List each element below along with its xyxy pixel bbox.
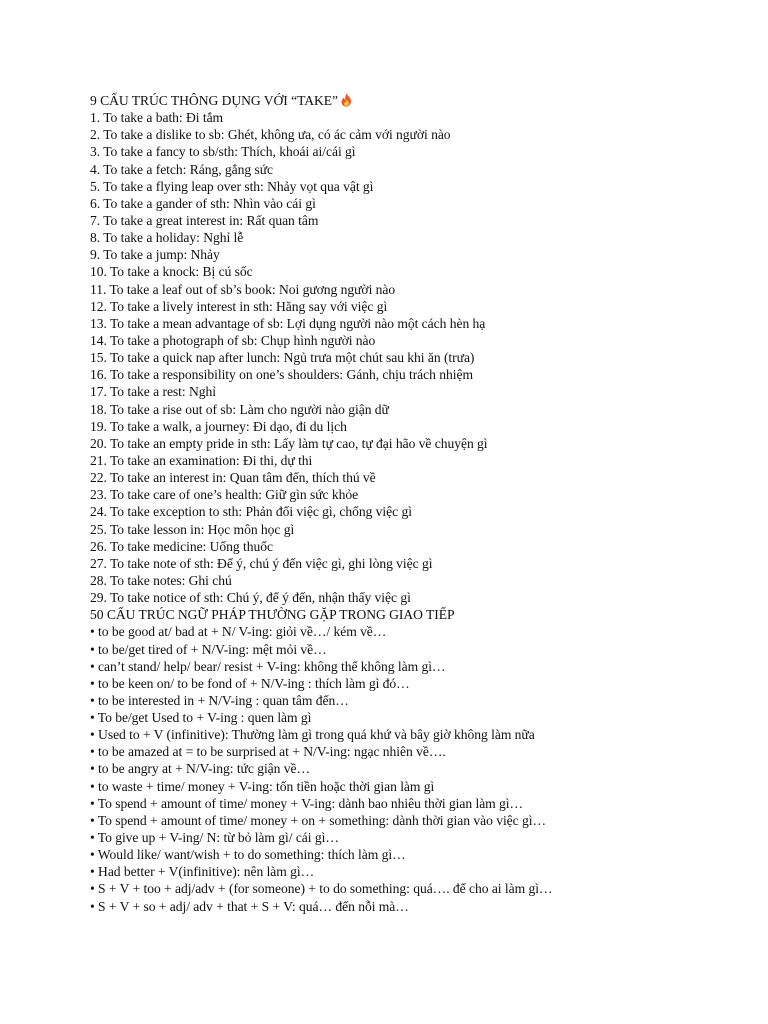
- take-item: 15. To take a quick nap after lunch: Ngủ trưa một chút sau khi ăn (trưa): [90, 350, 475, 366]
- take-item: 21. To take an examination: Đi thi, dự thi: [90, 452, 313, 468]
- grammar-item: • To give up + V-ing/ N: từ bỏ làm gì/ cái gì…: [90, 830, 339, 846]
- section-title-take-text: 9 CẤU TRÚC THÔNG DỤNG VỚI “TAKE”: [90, 93, 339, 108]
- section-title-take: [90, 92, 760, 109]
- document-body: [90, 92, 760, 915]
- take-item: 17. To take a rest: Nghỉ: [90, 384, 216, 400]
- section-title-grammar: 50 CẤU TRÚC NGỮ PHÁP THƯỜNG GẶP TRONG GIAO TIẾP: [90, 607, 455, 623]
- take-item: 29. To take notice of sth: Chú ý, để ý đến, nhận thấy việc gì: [90, 590, 411, 606]
- take-item: 12. To take a lively interest in sth: Hăng say với việc gì: [90, 298, 388, 314]
- take-item: 24. To take exception to sth: Phản đối việc gì, chống việc gì: [90, 504, 412, 520]
- take-item: 5. To take a flying leap over sth: Nhảy vọt qua vật gì: [90, 178, 374, 194]
- grammar-item: • To spend + amount of time/ money + V-ing: dành bao nhiêu thời gian làm gì…: [90, 795, 524, 811]
- take-item: 1. To take a bath: Đi tắm: [90, 110, 224, 126]
- take-item: 11. To take a leaf out of sb’s book: Noi gương người nào: [90, 281, 396, 297]
- take-item: 7. To take a great interest in: Rất quan tâm: [90, 212, 319, 228]
- grammar-item: • To be/get Used to + V-ing : quen làm gì: [90, 710, 312, 726]
- grammar-item: • S + V + so + adj/ adv + that + S + V: quá… đến nỗi mà…: [90, 898, 409, 914]
- grammar-item: • to be keen on/ to be fond of + N/V-ing : thích làm gì đó…: [90, 675, 410, 691]
- grammar-item: • can’t stand/ help/ bear/ resist + V-ing: không thể không làm gì…: [90, 658, 446, 674]
- grammar-item: • Would like/ want/wish + to do something: thích làm gì…: [90, 847, 406, 863]
- grammar-item: • To spend + amount of time/ money + on + something: dành thời gian vào việc gì…: [90, 812, 546, 828]
- take-item: 2. To take a dislike to sb: Ghét, không ưa, có ác cảm với người nào: [90, 127, 451, 143]
- grammar-item: • to be angry at + N/V-ing: tức giận về…: [90, 761, 311, 777]
- take-item: 23. To take care of one’s health: Giữ gìn sức khỏe: [90, 487, 359, 503]
- take-item: 10. To take a knock: Bị cú sốc: [90, 264, 253, 280]
- take-item: 8. To take a holiday: Nghỉ lễ: [90, 230, 244, 246]
- take-item: 4. To take a fetch: Ráng, gắng sức: [90, 161, 274, 177]
- grammar-item: • to be interested in + N/V-ing : quan tâm đến…: [90, 692, 349, 708]
- take-item: 9. To take a jump: Nhảy: [90, 247, 220, 263]
- grammar-item: • to be/get tired of + N/V-ing: mệt mỏi về…: [90, 641, 327, 657]
- take-item: 19. To take a walk, a journey: Đi dạo, đi du lịch: [90, 418, 347, 434]
- take-item: 14. To take a photograph of sb: Chụp hình người nào: [90, 332, 376, 348]
- take-item: 16. To take a responsibility on one’s shoulders: Gánh, chịu trách nhiệm: [90, 367, 473, 383]
- grammar-item: • S + V + too + adj/adv + (for someone) + to do something: quá…. để cho ai làm gì…: [90, 881, 553, 897]
- take-item: 13. To take a mean advantage of sb: Lợi dụng người nào một cách hèn hạ: [90, 315, 486, 331]
- take-item: 6. To take a gander of sth: Nhìn vào cái gì: [90, 195, 316, 211]
- grammar-item: • to waste + time/ money + V-ing: tốn tiền hoặc thời gian làm gì: [90, 778, 435, 794]
- take-item: 27. To take note of sth: Để ý, chú ý đến việc gì, ghi lòng việc gì: [90, 555, 433, 571]
- grammar-item: • to be amazed at = to be surprised at + N/V-ing: ngạc nhiên về….: [90, 744, 446, 760]
- take-item: 28. To take notes: Ghi chú: [90, 572, 232, 588]
- grammar-item: • to be good at/ bad at + N/ V-ing: giỏi về…/ kém về…: [90, 624, 387, 640]
- grammar-item: • Had better + V(infinitive): nên làm gì…: [90, 864, 315, 880]
- take-item: 25. To take lesson in: Học môn học gì: [90, 521, 295, 537]
- take-item: 18. To take a rise out of sb: Làm cho người nào giận dữ: [90, 401, 389, 417]
- take-item: 22. To take an interest in: Quan tâm đến, thích thú về: [90, 470, 376, 486]
- take-item: 20. To take an empty pride in sth: Lấy làm tự cao, tự đại hão về chuyện gì: [90, 435, 488, 451]
- take-item: 26. To take medicine: Uống thuốc: [90, 538, 273, 554]
- fire-icon: [341, 93, 352, 107]
- grammar-item: • Used to + V (infinitive): Thường làm gì trong quá khứ và bây giờ không làm nữa: [90, 727, 535, 743]
- take-item: 3. To take a fancy to sb/sth: Thích, khoái ai/cái gì: [90, 144, 356, 160]
